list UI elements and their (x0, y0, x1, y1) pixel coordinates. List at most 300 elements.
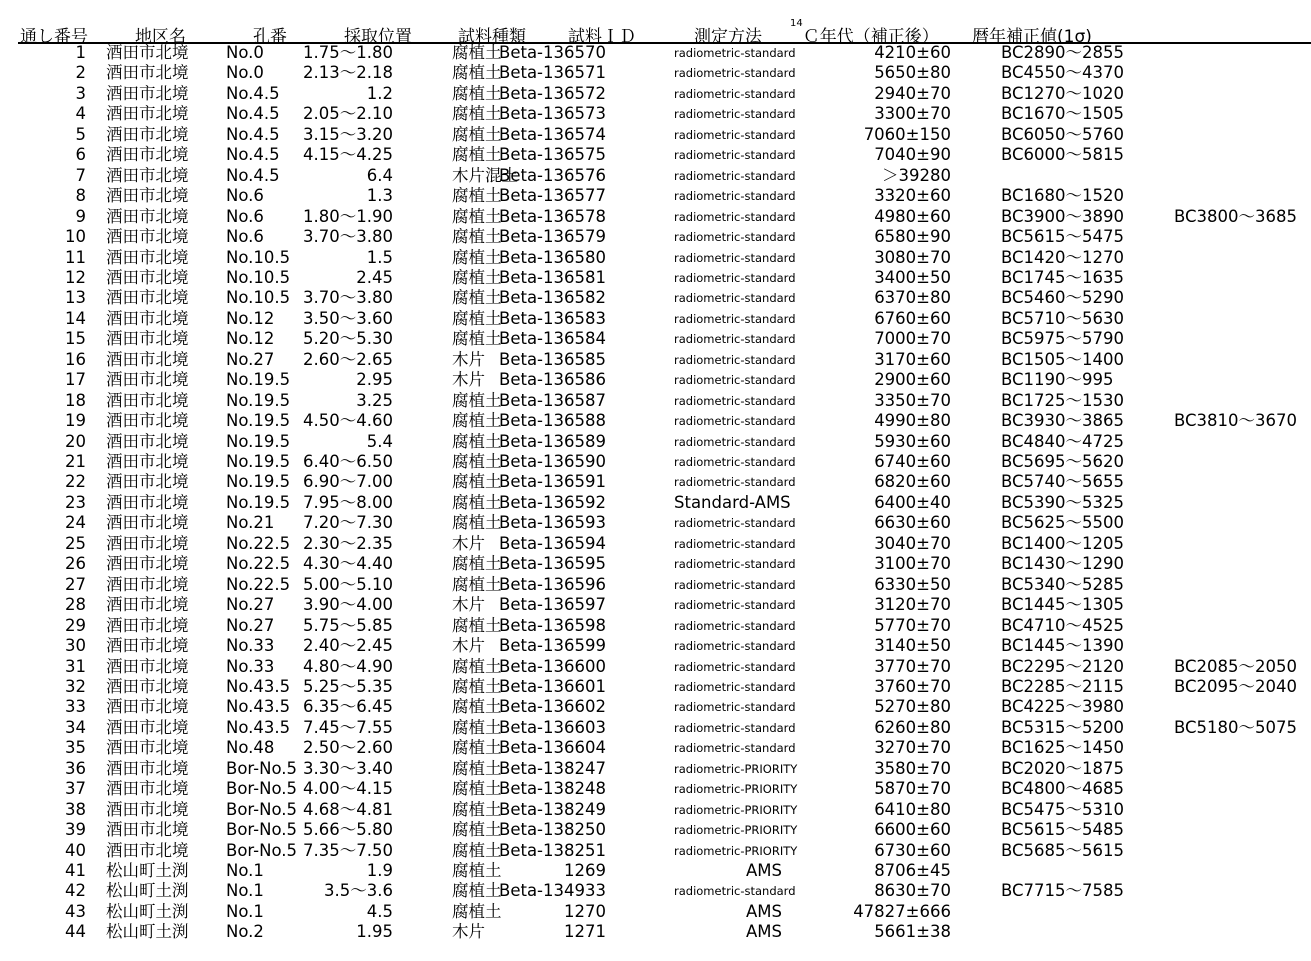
hole-cell: No.33 (226, 636, 275, 656)
serial-no-cell: 37 (65, 779, 86, 799)
sample-type-cell: 腐植土 (452, 63, 502, 83)
position-cell: 1.75～1.80 (303, 43, 393, 62)
hole-cell: No.1 (226, 901, 264, 921)
hole-cell: No.2 (226, 922, 264, 942)
table-row (0, 84, 1311, 105)
method-cell: radiometric-standard (674, 598, 796, 613)
table-row (0, 411, 1311, 432)
sample-id-cell: Beta-136592 (499, 492, 606, 512)
method-cell: Standard-AMS (674, 492, 791, 512)
sample-type-cell: 腐植土 (452, 206, 502, 226)
hole-cell: No.33 (226, 656, 275, 676)
sample-type-cell: 腐植土 (452, 574, 502, 594)
header-calibrated: 暦年補正値(1σ) (972, 27, 1092, 47)
c14-age-cell: ＞39280 (882, 165, 951, 185)
hole-cell: No.6 (226, 186, 264, 206)
method-cell: radiometric-standard (674, 639, 796, 654)
position-cell: 3.70～3.80 (303, 227, 393, 247)
hole-cell: Bor-No.5 (226, 779, 297, 799)
serial-no-cell: 30 (65, 636, 86, 656)
area-cell: 酒田市北境 (106, 738, 189, 758)
table-row (0, 554, 1311, 575)
sample-id-cell: Beta-138249 (499, 799, 606, 819)
hole-cell: No.22.5 (226, 554, 291, 574)
table-row (0, 759, 1311, 780)
table-row (0, 186, 1311, 207)
area-cell: 酒田市北境 (106, 370, 189, 390)
method-cell: radiometric-PRIORITY (674, 843, 798, 858)
table-row (0, 370, 1311, 391)
calibrated-cell: BC3900～3890 (1001, 206, 1125, 226)
sample-type-cell: 腐植土 (452, 288, 502, 308)
hole-cell: No.4.5 (226, 124, 280, 144)
serial-no-cell: 18 (65, 390, 86, 410)
c14-age-cell: 3770±70 (874, 656, 951, 676)
calibrated-cell: BC5685～5615 (1001, 840, 1125, 860)
position-cell: 3.70～3.80 (303, 288, 393, 308)
area-cell: 酒田市北境 (106, 83, 189, 103)
serial-no-cell: 23 (65, 492, 86, 512)
area-cell: 松山町土渕 (106, 861, 189, 880)
sample-id-cell: Beta-136574 (499, 124, 606, 144)
calibrated-alt-cell: BC3800～3685 (1174, 206, 1298, 226)
sample-id-cell: Beta-136593 (499, 513, 606, 533)
calibrated-cell: BC1745～1635 (1001, 267, 1125, 287)
c14-age-cell: 6400±40 (874, 492, 951, 512)
calibrated-cell: BC1445～1305 (1001, 595, 1125, 615)
position-cell: 6.90～7.00 (303, 472, 393, 492)
hole-cell: No.27 (226, 349, 275, 369)
sample-type-cell: 腐植土 (452, 411, 502, 431)
sample-type-cell: 腐植土 (452, 861, 502, 880)
header-method: 測定方法 (694, 27, 762, 47)
c14-age-cell: 3300±70 (874, 104, 951, 124)
c14-age-cell: 6630±60 (874, 513, 951, 533)
position-cell: 1.5 (366, 247, 393, 267)
method-cell: radiometric-standard (674, 700, 796, 715)
area-cell: 酒田市北境 (106, 533, 189, 553)
calibrated-cell: BC5390～5325 (1001, 492, 1125, 512)
table-row (0, 309, 1311, 330)
calibrated-cell: BC1445～1390 (1001, 636, 1125, 656)
position-cell: 6.35～6.45 (303, 697, 393, 717)
method-cell: radiometric-standard (674, 434, 796, 449)
table-row (0, 595, 1311, 616)
sample-id-cell: Beta-136590 (499, 452, 606, 471)
c14-age-cell: 3040±70 (874, 533, 951, 553)
position-cell: 3.25 (356, 390, 393, 410)
sample-id-cell: Beta-136582 (499, 288, 606, 308)
position-cell: 1.2 (366, 83, 393, 103)
sample-id-cell: Beta-136576 (499, 165, 606, 185)
serial-no-cell: 44 (65, 922, 86, 942)
method-cell: radiometric-standard (674, 884, 796, 899)
hole-cell: No.4.5 (226, 83, 280, 103)
area-cell: 酒田市北境 (106, 63, 189, 83)
method-cell: radiometric-standard (674, 168, 796, 183)
calibrated-cell: BC4225～3980 (1001, 697, 1125, 717)
hole-cell: No.43.5 (226, 717, 291, 737)
sample-id-cell: Beta-136597 (499, 595, 606, 615)
area-cell: 酒田市北境 (106, 492, 189, 512)
sample-id-cell: Beta-136598 (499, 615, 606, 635)
sample-id-cell: 1269 (564, 861, 606, 880)
c14-age-cell: 6580±90 (874, 227, 951, 247)
position-cell: 2.45 (356, 267, 393, 287)
calibrated-cell: BC1505～1400 (1001, 349, 1125, 369)
method-cell: radiometric-standard (674, 536, 796, 551)
serial-no-cell: 22 (65, 472, 86, 492)
area-cell: 酒田市北境 (106, 288, 189, 308)
c14-age-cell: 5770±70 (874, 615, 951, 635)
calibrated-cell: BC1430～1290 (1001, 554, 1125, 574)
sample-id-cell: Beta-136603 (499, 717, 606, 737)
hole-cell: No.1 (226, 861, 264, 880)
table-row (0, 207, 1311, 228)
position-cell: 2.30～2.35 (303, 533, 393, 553)
c14-age-cell: 7060±150 (863, 124, 951, 144)
hole-cell: No.12 (226, 308, 275, 328)
calibrated-cell: BC1400～1205 (1001, 533, 1125, 553)
method-cell: radiometric-standard (674, 291, 796, 306)
sample-type-cell: 腐植土 (452, 676, 502, 696)
sample-type-cell: 腐植土 (452, 227, 502, 247)
area-cell: 酒田市北境 (106, 636, 189, 656)
method-cell: radiometric-standard (674, 189, 796, 204)
sample-type-cell: 腐植土 (452, 697, 502, 717)
sample-id-cell: Beta-136573 (499, 104, 606, 124)
table-row (0, 227, 1311, 248)
table-row (0, 534, 1311, 555)
c14-age-cell: 3350±70 (874, 390, 951, 410)
method-cell: radiometric-standard (674, 66, 796, 81)
sample-type-cell: 腐植土 (452, 901, 502, 921)
area-cell: 松山町土渕 (106, 881, 189, 901)
table-row (0, 145, 1311, 166)
position-cell: 7.95～8.00 (303, 492, 393, 512)
calibrated-cell: BC4840～4725 (1001, 431, 1125, 451)
table-row (0, 104, 1311, 125)
serial-no-cell: 9 (75, 206, 86, 226)
sample-type-cell: 腐植土 (452, 104, 502, 124)
sample-id-cell: Beta-136572 (499, 83, 606, 103)
c14-age-cell: 47827±666 (853, 901, 951, 921)
table-row (0, 636, 1311, 657)
serial-no-cell: 16 (65, 349, 86, 369)
method-cell: radiometric-standard (674, 577, 796, 592)
c14-age-cell: 5650±80 (874, 63, 951, 83)
serial-no-cell: 35 (65, 738, 86, 758)
sample-type-cell: 腐植土 (452, 840, 502, 860)
hole-cell: No.10.5 (226, 267, 291, 287)
serial-no-cell: 15 (65, 329, 86, 349)
hole-cell: No.27 (226, 595, 275, 615)
sample-type-cell: 木片 (452, 636, 485, 656)
hole-cell: No.19.5 (226, 492, 291, 512)
sample-type-cell: 腐植土 (452, 881, 502, 901)
area-cell: 酒田市北境 (106, 595, 189, 615)
sample-type-cell: 木片 (452, 370, 485, 390)
sample-id-cell: Beta-136591 (499, 472, 606, 492)
c14-age-cell: 6600±60 (874, 820, 951, 840)
method-cell: radiometric-standard (674, 414, 796, 429)
method-cell: radiometric-standard (674, 679, 796, 694)
position-cell: 3.5～3.6 (324, 881, 393, 901)
hole-cell: Bor-No.5 (226, 840, 297, 860)
table-row (0, 616, 1311, 637)
sample-type-cell: 木片 (452, 533, 485, 553)
table-row (0, 125, 1311, 146)
header-sample-id: 試料ＩＤ (568, 27, 636, 47)
c14-age-cell: 3100±70 (874, 554, 951, 574)
position-cell: 4.15～4.25 (303, 145, 393, 165)
sample-id-cell: Beta-138247 (499, 758, 606, 778)
c14-age-cell: 4210±60 (874, 43, 951, 62)
hole-cell: Bor-No.5 (226, 820, 297, 840)
c14-age-cell: 3580±70 (874, 758, 951, 778)
c14-age-cell: 2900±60 (874, 370, 951, 390)
method-cell: radiometric-standard (674, 209, 796, 224)
table-row (0, 697, 1311, 718)
method-cell: radiometric-standard (674, 741, 796, 756)
serial-no-cell: 13 (65, 288, 86, 308)
serial-no-cell: 32 (65, 676, 86, 696)
method-cell: radiometric-PRIORITY (674, 782, 798, 797)
sample-id-cell: Beta-136570 (499, 43, 606, 62)
position-cell: 3.30～3.40 (303, 758, 393, 778)
area-cell: 松山町土渕 (106, 901, 189, 921)
hole-cell: No.4.5 (226, 104, 280, 124)
c14-age-cell: 3120±70 (874, 595, 951, 615)
serial-no-cell: 17 (65, 370, 86, 390)
hole-cell: No.21 (226, 513, 275, 533)
table-row (0, 166, 1311, 187)
c14-age-cell: 6820±60 (874, 472, 951, 492)
position-cell: 2.95 (356, 370, 393, 390)
position-cell: 6.40～6.50 (303, 452, 393, 471)
c14-age-cell: 3760±70 (874, 676, 951, 696)
area-cell: 酒田市北境 (106, 329, 189, 349)
sample-type-cell: 腐植土 (452, 554, 502, 574)
method-cell: radiometric-standard (674, 475, 796, 490)
sample-id-cell: Beta-136580 (499, 247, 606, 267)
c14-age-cell: 5661±38 (874, 922, 951, 942)
sample-id-cell: Beta-136578 (499, 206, 606, 226)
method-cell: radiometric-standard (674, 557, 796, 572)
sample-type-cell: 腐植土 (452, 329, 502, 349)
area-cell: 酒田市北境 (106, 799, 189, 819)
serial-no-cell: 10 (65, 227, 86, 247)
calibrated-cell: BC5625～5500 (1001, 513, 1125, 533)
position-cell: 1.9 (366, 861, 393, 880)
calibrated-cell: BC1625～1450 (1001, 738, 1125, 758)
sample-id-cell: Beta-136599 (499, 636, 606, 656)
sample-id-cell: Beta-136596 (499, 574, 606, 594)
hole-cell: Bor-No.5 (226, 758, 297, 778)
position-cell: 2.40～2.45 (303, 636, 393, 656)
sample-type-cell: 腐植土 (452, 145, 502, 165)
table-row (0, 820, 1311, 841)
sample-type-cell: 腐植土 (452, 247, 502, 267)
hole-cell: No.27 (226, 615, 275, 635)
hole-cell: No.10.5 (226, 247, 291, 267)
c14-age-cell: 6370±80 (874, 288, 951, 308)
c14-age-cell: 6760±60 (874, 308, 951, 328)
header-position: 採取位置 (344, 27, 412, 47)
calibrated-cell: BC5315～5200 (1001, 717, 1125, 737)
serial-no-cell: 19 (65, 411, 86, 431)
position-cell: 5.20～5.30 (303, 329, 393, 349)
method-cell: radiometric-standard (674, 270, 796, 285)
position-cell: 1.95 (356, 922, 393, 942)
c14-age-cell: 4980±60 (874, 206, 951, 226)
sample-type-cell: 木片 (452, 595, 485, 615)
sample-type-cell: 腐植土 (452, 717, 502, 737)
method-cell: radiometric-standard (674, 720, 796, 735)
area-cell: 酒田市北境 (106, 411, 189, 431)
serial-no-cell: 2 (75, 63, 86, 83)
method-cell: radiometric-standard (674, 250, 796, 265)
position-cell: 4.5 (366, 901, 393, 921)
hole-cell: No.43.5 (226, 697, 291, 717)
serial-no-cell: 36 (65, 758, 86, 778)
table-row (0, 575, 1311, 596)
table-row (0, 472, 1311, 493)
header-serial-no: 通し番号 (20, 27, 88, 47)
serial-no-cell: 26 (65, 554, 86, 574)
table-row (0, 657, 1311, 678)
table-row (0, 881, 1311, 902)
area-cell: 酒田市北境 (106, 472, 189, 492)
hole-cell: No.48 (226, 738, 275, 758)
hole-cell: No.43.5 (226, 676, 291, 696)
serial-no-cell: 41 (65, 861, 86, 880)
table-row (0, 779, 1311, 800)
area-cell: 酒田市北境 (106, 308, 189, 328)
method-cell: radiometric-PRIORITY (674, 823, 798, 838)
position-cell: 3.15～3.20 (303, 124, 393, 144)
c14-age-cell: 5870±70 (874, 779, 951, 799)
calibrated-cell: BC5710～5630 (1001, 308, 1125, 328)
position-cell: 4.00～4.15 (303, 779, 393, 799)
position-cell: 7.45～7.55 (303, 717, 393, 737)
table-row (0, 43, 1311, 64)
area-cell: 酒田市北境 (106, 840, 189, 860)
table-row (0, 391, 1311, 412)
sample-type-cell: 腐植土 (452, 820, 502, 840)
table-row (0, 288, 1311, 309)
sample-id-cell: Beta-136587 (499, 390, 606, 410)
method-cell: radiometric-standard (674, 373, 796, 388)
hole-cell: No.19.5 (226, 370, 291, 390)
calibrated-cell: BC6050～5760 (1001, 124, 1125, 144)
method-cell: radiometric-PRIORITY (674, 761, 798, 776)
hole-cell: No.19.5 (226, 390, 291, 410)
hole-cell: No.22.5 (226, 533, 291, 553)
table-row (0, 800, 1311, 821)
table-row (0, 902, 1311, 923)
sample-id-cell: 1271 (564, 922, 606, 942)
hole-cell: No.19.5 (226, 411, 291, 431)
position-cell: 6.4 (366, 165, 393, 185)
serial-no-cell: 4 (75, 104, 86, 124)
serial-no-cell: 20 (65, 431, 86, 451)
calibrated-cell: BC5340～5285 (1001, 574, 1125, 594)
calibrated-cell: BC5475～5310 (1001, 799, 1125, 819)
serial-no-cell: 7 (75, 165, 86, 185)
hole-cell: No.1 (226, 881, 264, 901)
table-row (0, 268, 1311, 289)
sample-type-cell: 腐植土 (452, 390, 502, 410)
serial-no-cell: 12 (65, 267, 86, 287)
area-cell: 酒田市北境 (106, 349, 189, 369)
calibrated-cell: BC1725～1530 (1001, 390, 1125, 410)
sample-type-cell: 腐植土 (452, 472, 502, 492)
sample-id-cell: 1270 (564, 901, 606, 921)
sample-id-cell: Beta-136589 (499, 431, 606, 451)
table-row (0, 493, 1311, 514)
calibrated-cell: BC5460～5290 (1001, 288, 1125, 308)
c14-age-cell: 3320±60 (874, 186, 951, 206)
area-cell: 酒田市北境 (106, 697, 189, 717)
sample-type-cell: 腐植土 (452, 779, 502, 799)
position-cell: 4.80～4.90 (303, 656, 393, 676)
sample-type-cell: 腐植土 (452, 615, 502, 635)
table-row (0, 861, 1311, 882)
area-cell: 酒田市北境 (106, 676, 189, 696)
position-cell: 1.3 (366, 186, 393, 206)
header-c14-superscript: 14 (790, 18, 803, 29)
sample-type-cell: 腐植土 (452, 431, 502, 451)
method-cell: AMS (746, 861, 782, 880)
table-row (0, 677, 1311, 698)
area-cell: 酒田市北境 (106, 186, 189, 206)
serial-no-cell: 40 (65, 840, 86, 860)
area-cell: 酒田市北境 (106, 431, 189, 451)
sample-id-cell: Beta-136579 (499, 227, 606, 247)
hole-cell: No.12 (226, 329, 275, 349)
sample-id-cell: Beta-136602 (499, 697, 606, 717)
calibrated-cell: BC1680～1520 (1001, 186, 1125, 206)
position-cell: 7.35～7.50 (303, 840, 393, 860)
position-cell: 2.60～2.65 (303, 349, 393, 369)
table-row (0, 513, 1311, 534)
table-row (0, 248, 1311, 269)
serial-no-cell: 33 (65, 697, 86, 717)
area-cell: 酒田市北境 (106, 267, 189, 287)
area-cell: 酒田市北境 (106, 206, 189, 226)
sample-id-cell: Beta-138248 (499, 779, 606, 799)
position-cell: 5.66～5.80 (303, 820, 393, 840)
header-sample-type: 試料種類 (458, 27, 526, 47)
c14-age-cell: 3270±70 (874, 738, 951, 758)
area-cell: 酒田市北境 (106, 124, 189, 144)
sample-id-cell: Beta-136588 (499, 411, 606, 431)
serial-no-cell: 6 (75, 145, 86, 165)
table-row (0, 329, 1311, 350)
c14-age-cell: 6260±80 (874, 717, 951, 737)
calibrated-cell: BC6000～5815 (1001, 145, 1125, 165)
serial-no-cell: 1 (75, 43, 86, 62)
c14-age-cell: 2940±70 (874, 83, 951, 103)
calibrated-cell: BC1270～1020 (1001, 83, 1125, 103)
c14-age-cell: 8706±45 (874, 861, 951, 880)
c14-age-cell: 5930±60 (874, 431, 951, 451)
area-cell: 酒田市北境 (106, 165, 189, 185)
position-cell: 2.13～2.18 (303, 63, 393, 83)
sample-id-cell: Beta-136586 (499, 370, 606, 390)
sample-id-cell: Beta-136600 (499, 656, 606, 676)
